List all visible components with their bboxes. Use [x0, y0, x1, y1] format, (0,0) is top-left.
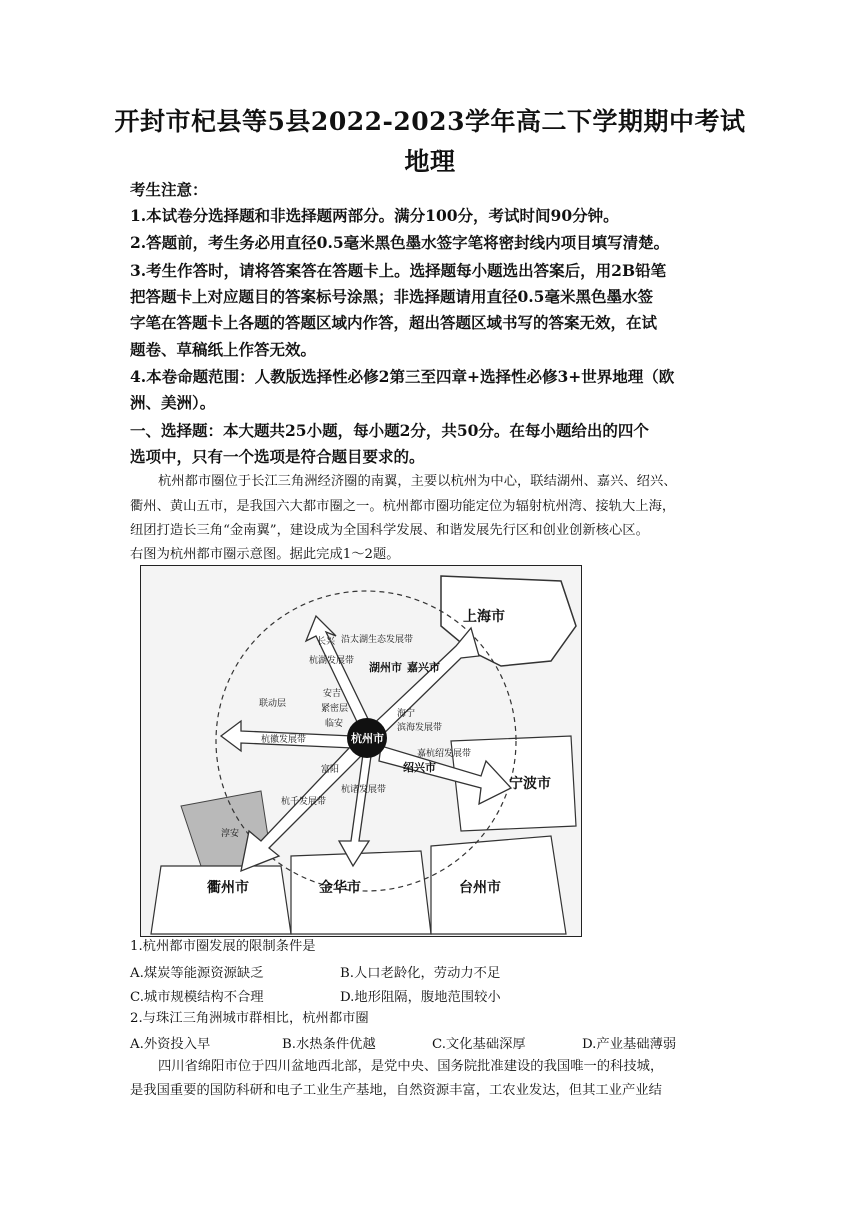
hangzhou-metro-map: [140, 565, 582, 937]
notice-line: 3.考生作答时，请将答案答在答题卡上。选择题每小题选出答案后，用2B铅笔: [130, 261, 667, 280]
passage-line: 衢州、黄山五市，是我国六大都市圈之一。杭州都市圈功能定位为辐射杭州湾、接轨大上海，: [130, 499, 676, 514]
quzhou-region: [151, 866, 291, 934]
subject-title: 地理: [404, 147, 456, 176]
section-heading: 一、选择题：本大题共25小题，每小题2分，共50分。在每小题给出的四个: [130, 421, 649, 440]
passage-line: 纽团打造长三角“金南翼”，建设成为全国科学发展、和谐发展先行区和创业创新核心区。: [130, 523, 649, 538]
jinhua-region: [291, 851, 431, 934]
map-svg: [141, 566, 581, 936]
q1-option-c: C.城市规模结构不合理: [130, 990, 264, 1005]
label-hangzhu-belt: 杭诸发展带: [341, 785, 387, 795]
label-jinhua: 金华市: [319, 880, 361, 896]
label-jinmi-layer: 紧密层: [321, 704, 349, 714]
label-fuyang: 富阳: [321, 765, 340, 775]
label-hangzhou: 杭州市: [351, 732, 384, 745]
label-taihu-belt: 沿太湖生态发展带: [341, 635, 414, 645]
passage-line: 杭州都市圈位于长江三角洲经济圈的南翼，主要以杭州为中心，联结湖州、嘉兴、绍兴、: [158, 474, 677, 489]
notice-line: 4.本卷命题范围：人教版选择性必修2第三至四章+选择性必修3+世界地理（欧: [130, 367, 675, 386]
label-huzhou: 湖州市: [369, 661, 402, 674]
q2-option-d: D.产业基础薄弱: [582, 1037, 677, 1052]
q1-option-d: D.地形阻隔，腹地范围较小: [340, 990, 501, 1005]
exam-title: 开封市杞县等5县2022-2023学年高二下学期期中考试: [114, 107, 746, 136]
label-linan: 临安: [325, 719, 344, 729]
label-haining: 海宁: [397, 709, 416, 719]
label-shanghai: 上海市: [463, 609, 505, 625]
label-hangqian-belt: 杭千发展带: [281, 797, 327, 807]
label-shaoxing: 绍兴市: [403, 761, 436, 774]
q1-option-b: B.人口老龄化，劳动力不足: [340, 966, 501, 981]
label-liandong-layer: 联动层: [259, 699, 287, 709]
label-anji: 安吉: [323, 689, 342, 699]
label-changxing: 长兴: [317, 637, 336, 647]
label-jiaxing: 嘉兴市: [407, 661, 440, 674]
question-1-stem: 1.杭州都市圈发展的限制条件是: [130, 939, 316, 954]
notice-line: 1.本试卷分选择题和非选择题两部分。满分100分，考试时间90分钟。: [130, 206, 619, 225]
notice-heading: 考生注意：: [130, 180, 208, 199]
label-taizhou: 台州市: [459, 880, 501, 896]
label-chunan: 淳安: [221, 829, 240, 839]
notice-line: 题卷、草稿纸上作答无效。: [130, 340, 317, 359]
notice-line: 把答题卡上对应题目的答案标号涂黑；非选择题请用直径0.5毫米黑色墨水签: [130, 287, 653, 306]
passage2-line: 四川省绵阳市位于四川盆地西北部，是党中央、国务院批准建设的我国唯一的科技城，: [158, 1059, 664, 1074]
passage2-line: 是我国重要的国防科研和电子工业生产基地，自然资源丰富，工农业发达，但其工业产业结: [130, 1083, 662, 1098]
label-binhai-belt: 滨海发展带: [397, 723, 443, 733]
q2-option-a: A.外资投入早: [130, 1037, 211, 1052]
notice-line: 洲、美洲）。: [130, 393, 216, 412]
notice-line: 2.答题前，考生务必用直径0.5毫米黑色墨水签字笔将密封线内项目填写清楚。: [130, 233, 670, 252]
label-jiahangshao-belt: 嘉杭绍发展带: [417, 749, 472, 759]
question-2-stem: 2.与珠江三角洲城市群相比，杭州都市圈: [130, 1011, 369, 1026]
label-ningbo: 宁波市: [509, 776, 551, 792]
section-heading: 选项中，只有一个选项是符合题目要求的。: [130, 447, 425, 466]
q2-option-c: C.文化基础深厚: [432, 1037, 526, 1052]
label-hanghu-belt: 杭湖发展带: [309, 656, 355, 666]
label-hanghui-belt: 杭徽发展带: [261, 735, 307, 745]
label-quzhou: 衢州市: [207, 880, 249, 896]
passage-line: 右图为杭州都市圈示意图。据此完成1～2题。: [130, 547, 400, 562]
notice-line: 字笔在答题卡上各题的答题区域内作答，超出答题区域书写的答案无效，在试: [130, 313, 658, 332]
q1-option-a: A.煤炭等能源资源缺乏: [130, 966, 264, 981]
q2-option-b: B.水热条件优越: [282, 1037, 376, 1052]
